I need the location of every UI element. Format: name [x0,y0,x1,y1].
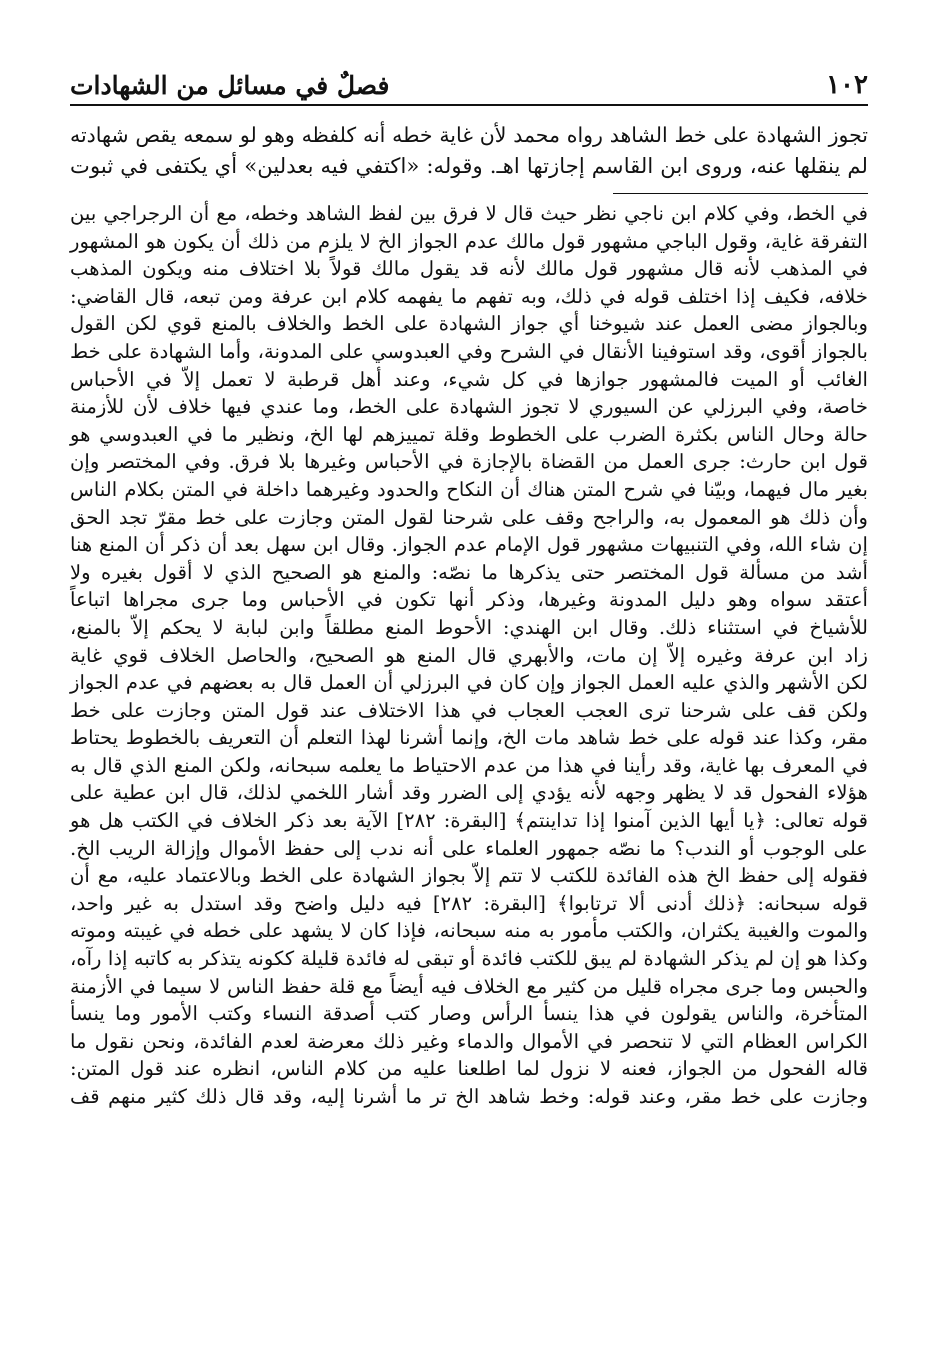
footnote-line: في المعرف بها غاية، وقد رأينا في هذا من عدم الاحتياط ما يعلمه سبحانه، ولكن المنع الذي قال به [70,753,868,777]
footnote-line: بالجواز أقوى، وقد استوفينا الأنقال في الشرح وفي العبدوسي على المدونة، وأما الشهادة على خط [70,339,868,363]
page-header [70,60,868,106]
footnote-line: الكراس العظام التي لا تنحصر في الأموال والدماء وغير ذلك معرضة لعدم الفائدة، ونحن نقول ما [70,1029,868,1053]
footnote-line: قول ابن حارث: جرى العمل من القضاة بالإجازة في الأحباس وغيرها بلا فرق. وفي المختصر وإن [70,450,868,474]
footnote-line: قاله الفحول من الجواز، فعنه لا نزول لما اطلعنا عليه من كلام الناس، انظره عند قول المتن: [70,1057,868,1081]
footnote-line: لكن الأشهر والذي عليه العمل الجواز وإن كان في البرزلي أن العمل قال به بعضهم في عدم الجواز [70,671,868,695]
footnote-line: والحبس وما جرى مجراه قليل من كثير مع الخلاف فيه أيضاً مع قلة حفظ الناس لا سيما في الأزمنة [70,974,868,998]
footnote-line: أعتقد سواه وهو دليل المدونة وغيرها، وذكر أنها تكون في الأحباس وما جرى مجراها اتباعاً [70,588,868,612]
running-title: فصلٌ في مسائل من الشهادات [70,71,390,100]
footnote-line: وكذا هو إن لم يذكر الشهادة لم يبق للكتب فائدة أو تبقى له فائدة قليلة ككونه يتذكر به كاتبه إذا رآه، [70,947,868,971]
footnote-line: قوله سبحانه: ﴿ذلك أدنى ألا ترتابوا﴾ [البقرة: ٢٨٢] فيه دليل واضح وقد استدل به غير واحد، [70,891,869,915]
footnote-line: فقوله إلى حفظ الخ هذه الفائدة للكتب لا تتم إلاّ بجواز الشهادة على الخط وبالاعتماد عليه، مع أن [70,864,868,888]
footnote-line: زاد ابن عرفة وغيره إلاّ إن مات، والأبهري قال المنع هو الصحيح، والحاصل الخلاف قوي غاية [70,643,868,667]
footnote-line: الغائب أو الميت فالمشهور جوازها في كل شيء، وعند أهل قرطبة لا تعمل إلاّ في الأحباس [70,367,868,391]
footnote-line: وأن ذلك هو المعمول به، والراجح وقف على شرحنا لقول المتن وجازت على خط مقرّ تجد الحق [70,505,868,529]
footnote-line: للأشياخ في استثناء ذلك. وقال ابن الهندي: الأحوط المنع مطلقاً وابن لبابة لا يحكم إلاّ بالمنع، [70,615,868,639]
footnote-line: ولكن قف على شرحنا ترى العجب العجاب في هذا الاختلاف عند قول المتن وجازت على خط [70,698,868,722]
footnotes [70,200,868,1111]
page-number: ١٠٢ [826,70,868,100]
main-text [70,120,868,182]
footnote-line: في المذهب لأنه قال مشهور قول مالك لأنه قد يقول مالك قولاً بلا اختلاف منه ويكون المذهب [70,257,868,281]
footnote-line: إن شاء الله، وفي التنبيهات مشهور قول الإمام عدم الجواز. وقال ابن سهل بعد أن ذكر أن المنع هنا [70,533,868,557]
book-page [70,60,868,1111]
footnote-divider [613,193,868,194]
footnote-line: مقر، وكذا عند قوله على خط شاهد مات الخ، وإنما أشرنا لهذا التعلم أن التعريف بالخطوط يحتاط [70,726,868,750]
footnote-line: والموت والغيبة يكثران، والكتب مأمور به منه سبحانه، فإذا كان لا يشهد على خطه في غيبته وموته [70,919,868,943]
footnote-line: هؤلاء الفحول قد لا يظهر وجهه لأنه يؤدي إلى الضرر وقد أشار اللخمي لذلك، قال ابن عطية على [70,781,868,805]
footnote-line: حالة وحال الناس بكثرة الضرب على الخطوط وقلة تمييزهم لها الخ، ونظير ما في العبدوسي هو [70,422,868,446]
footnote-line: التفرقة غاية، وقول الباجي مشهور قول مالك عدم الجواز الخ لا يلزم من ذلك أن يكون هو المشهور [70,229,868,253]
footnote-line: بغير مال فيهما، وبيّنا في شرح المتن هناك أن النكاح والحدود وغيرهما داخلة في المتن بكلام الناس [70,477,868,501]
footnote-line: في الخط، وفي كلام ابن ناجي نظر حيث قال لا فرق بين لفظ الشاهد وخطه، مع أن الرجراجي بين [70,202,868,225]
footnote-line: خاصة، وفي البرزلي عن السيوري لا تجوز الشهادة على الخط، وما عندي فيها خلاف لأن للأزمنة [70,395,868,419]
main-text-line: لم ينقلها عنه، وروى ابن القاسم إجازتها اهـ. وقوله: «اكتفي فيه بعدلين» أي يكتفى في ثبوت [70,154,868,179]
footnote-line: خلافه، فكيف إذا اختلف قوله في ذلك، وبه تفهم ما يفهمه كلام ابن عرفة ومن تبعه، قال القاضي: [70,284,868,308]
footnote-line: وجازت على خط مقر، وعند قوله: وخط شاهد الخ تر ما أشرنا إليه، وقد قال ذلك كثير منهم قف [70,1085,868,1108]
footnote-line: المتأخرة، والناس يقولون في هذا ينسأ الرأس وصار كتب أصدقة النساء وكتب الأمور وما ينسأ [70,1002,868,1026]
footnote-line: على الوجوب أو الندب؟ ما نصّه جمهور العلماء على أنه ندب إلى حفظ الأموال وإزالة الريب الخ. [70,836,868,860]
footnote-line: قوله تعالى: ﴿يا أيها الذين آمنوا إذا تداينتم﴾ [البقرة: ٢٨٢] الآية بعد ذكر الخلاف في الكتب هل هو [70,809,868,833]
main-text-line: تجوز الشهادة على خط الشاهد رواه محمد لأن غاية خطه أنه كلفظه وهو لو سمعه يقص شهادته [70,123,868,147]
footnote-line: أشد من مسألة قول المختصر حتى يذكرها ما نصّه: والمنع هو الصحيح الذي لا أقول بغيره ولا [70,560,868,584]
footnote-line: وبالجواز مضى العمل عند شيوخنا أي جواز الشهادة على الخط والخلاف بالمنع قوي لكن القول [70,312,868,336]
